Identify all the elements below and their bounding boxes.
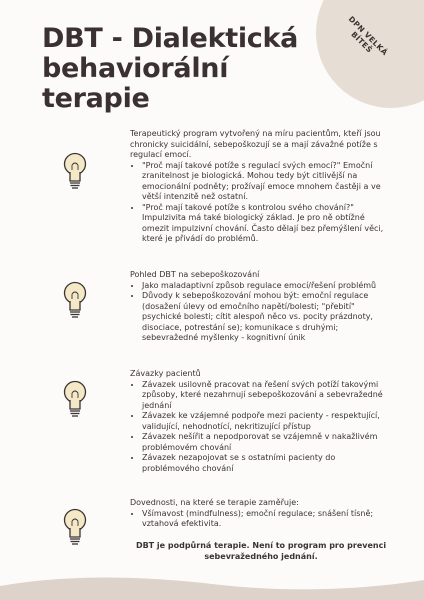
section-intro: Dovednosti, na které se terapie zaměřuje: — [130, 498, 299, 507]
bullet-list — [130, 509, 392, 530]
lightbulb-icon — [60, 152, 90, 192]
page-title — [42, 24, 298, 114]
list-item: • "Proč mají takové potíže s regulací svých emocí?" Emoční zranitelnost je biologická. Mohou tedy být citlivější na emocionální podněty; prožívají emoce mnohem častěji a ve větší intenzitě než ostatní. — [142, 161, 392, 203]
lightbulb-icon — [60, 508, 90, 548]
title-line-3: terapie — [42, 83, 150, 114]
badge-label: DPN VELKÁ BÍTEŠ — [346, 14, 390, 58]
section-patient-commitments — [130, 369, 392, 474]
list-item: • Jako maladaptivní způsob regulace emocí/řešení problémů — [142, 281, 392, 292]
bottom-wave-decoration — [0, 560, 424, 600]
list-item: • Všímavost (mindfulness); emoční regulace; snášení tísně; vztahová efektivita. — [142, 509, 392, 530]
lightbulb-icon — [60, 281, 90, 321]
title-line-2: behaviorální — [42, 53, 229, 84]
lightbulb-icon — [60, 380, 90, 420]
section-intro: Pohled DBT na sebepoškozování — [130, 270, 260, 279]
list-item: • Závazek usilovně pracovat na řešení svých potíží takovými způsoby, které nezahrnují sebepoškozování a sebevražedné jednání — [142, 380, 392, 412]
bullet-list — [130, 281, 392, 344]
title-line-1: DBT - Dialektická — [42, 23, 299, 54]
list-item: • Závazek ke vzájemné podpoře mezi pacienty - respektující, validující, nehodnotící, nekritizující přístup — [142, 411, 392, 432]
bullet-list — [130, 380, 392, 475]
section-intro: Závazky pacientů — [130, 369, 201, 378]
list-item: • Závazek nešířit a nepodporovat se vzájemně v nakažlivém problémovém chování — [142, 432, 392, 453]
closing-note: DBT je podpůrná terapie. Není to program pro prevenci sebevražedného jednání. — [135, 541, 387, 561]
section-self-harm-view — [130, 270, 392, 344]
list-item: • Závazek nezapojovat se s ostatními pacienty do problémového chování — [142, 453, 392, 474]
section-skills — [130, 498, 392, 530]
list-item: • "Proč mají takové potíže s kontrolou svého chování?" Impulzivita má také biologický základ. Je pro ně obtížné omezit impulzivní chování. Často dělají bez přemýšlení věci, které je přivádí do problémů. — [142, 203, 392, 245]
list-item: • Důvody k sebepoškozování mohou být: emoční regulace (dosažení úlevy od emočního napětí/bolesti; "přebití" psychické bolesti; cítit alespoň něco vs. pocity prázdnoty, disociace, potrestání se); komunikace s druhými; sebevražedné myšlenky - kognitivní únik — [142, 291, 392, 344]
section-program — [130, 129, 392, 245]
bullet-list — [130, 161, 392, 245]
section-intro: Terapeutický program vytvořený na míru pacientům, kteří jsou chronicky suicidální, sebepoškozují se a mají závažné potíže s regulací emocí. — [130, 129, 381, 159]
